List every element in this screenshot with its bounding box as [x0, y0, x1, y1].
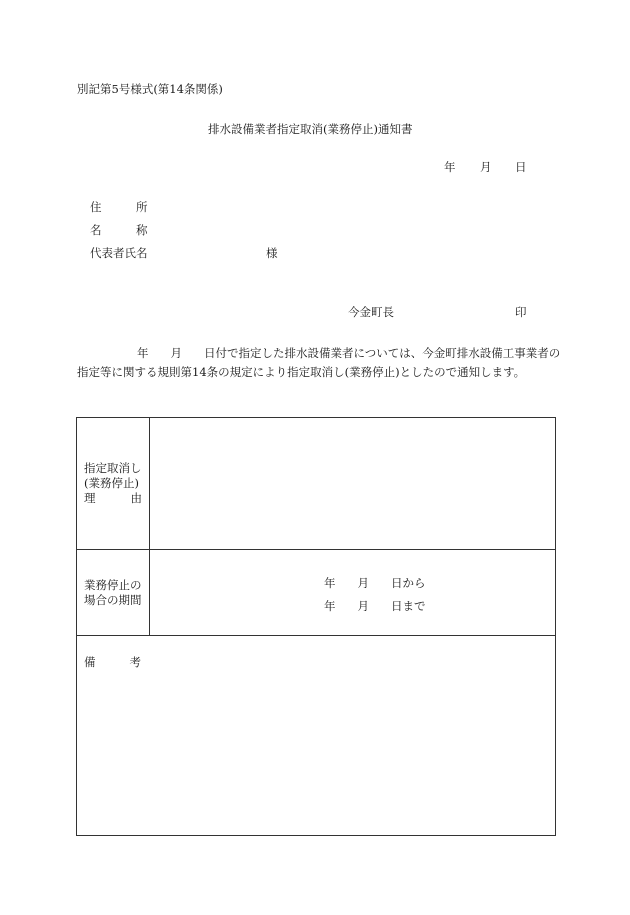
- form-number-label: 別記第5号様式(第14条関係): [77, 82, 223, 96]
- period-to-month: 月: [357, 599, 369, 613]
- body-year: 年: [137, 346, 149, 360]
- remarks-label: 備 考: [84, 655, 141, 669]
- body-month: 月: [170, 346, 182, 360]
- date-month: 月: [480, 160, 492, 174]
- representative-label: 代表者氏名: [90, 246, 148, 260]
- reason-label: [84, 461, 144, 506]
- period-to-day: 日まで: [391, 599, 426, 613]
- body-text: 日付で指定した排水設備業者については、今金町排水設備工事業者の指定等に関する規則第14条の規定により指定取消し(業務停止)としたので通知します。: [77, 346, 561, 379]
- reason-label-line2: (業務停止): [84, 476, 139, 490]
- notice-paragraph: [77, 344, 561, 382]
- seal-mark: 印: [515, 305, 527, 319]
- reason-label-line1: 指定取消し: [84, 461, 142, 475]
- period-label-line2: 場合の期間: [84, 593, 142, 607]
- name-label-b: 称: [136, 223, 148, 237]
- address-label-b: 所: [136, 200, 148, 214]
- honorific-sama: 様: [266, 246, 278, 260]
- notice-table: [76, 417, 556, 836]
- table-column-divider: [149, 418, 150, 635]
- period-label: [84, 578, 148, 608]
- period-from-year: 年: [324, 576, 336, 590]
- period-label-line1: 業務停止の: [84, 578, 142, 592]
- table-row-divider-1: [77, 549, 555, 550]
- address-label-a: 住: [90, 200, 102, 214]
- period-from-day: 日から: [391, 576, 426, 590]
- table-row-divider-2: [77, 635, 555, 636]
- period-from: [324, 575, 426, 591]
- period-to-year: 年: [324, 599, 336, 613]
- name-label-a: 名: [90, 223, 102, 237]
- date-year: 年: [444, 160, 456, 174]
- date-day: 日: [515, 160, 527, 174]
- reason-label-line3: 理 由: [84, 491, 142, 505]
- period-to: [324, 598, 426, 614]
- sender-title: 今金町長: [348, 305, 394, 319]
- document-title: 排水設備業者指定取消(業務停止)通知書: [208, 122, 413, 136]
- period-from-month: 月: [357, 576, 369, 590]
